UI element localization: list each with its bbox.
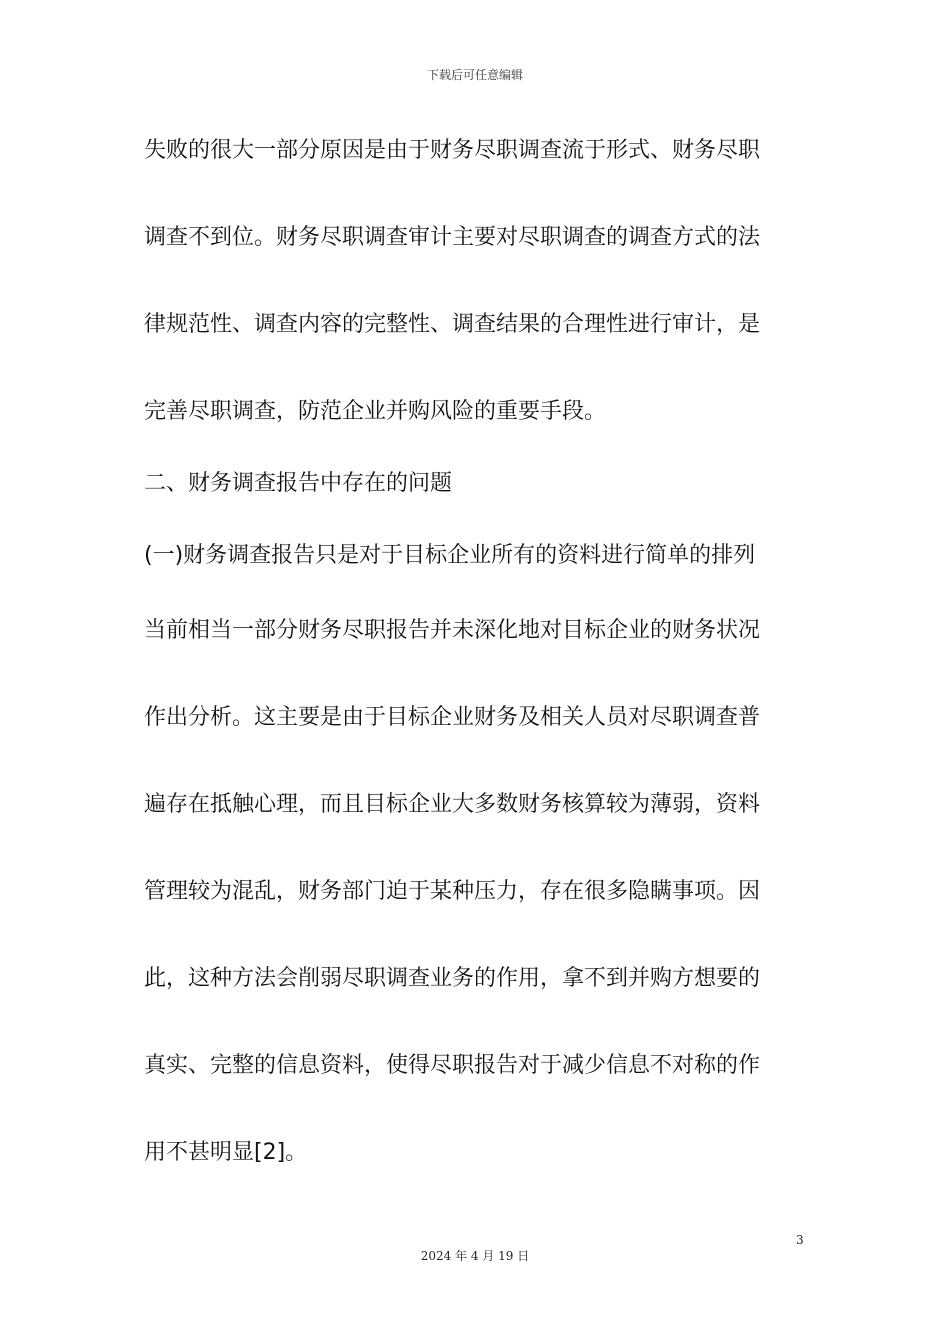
paragraph-line: 失败的很大一部分原因是由于财务尽职调查流于形式、财务尽职 bbox=[144, 138, 761, 163]
paragraph-line: 当前相当一部分财务尽职报告并未深化地对目标企业的财务状况 bbox=[144, 618, 761, 643]
paragraph-line: 作出分析。这主要是由于目标企业财务及相关人员对尽职调查普 bbox=[144, 705, 761, 730]
page-number: 3 bbox=[796, 1233, 804, 1247]
paragraph-line: 完善尽职调查，防范企业并购风险的重要手段。 bbox=[144, 399, 607, 424]
paragraph-line: 管理较为混乱，财务部门迫于某种压力，存在很多隐瞒事项。因 bbox=[144, 879, 761, 904]
section-heading: 二、财务调查报告中存在的问题 bbox=[144, 471, 453, 496]
paragraph-line: 用不甚明显[2]。 bbox=[144, 1140, 308, 1165]
paragraph-line: 调查不到位。财务尽职调查审计主要对尽职调查的调查方式的法 bbox=[144, 225, 761, 250]
paragraph-line: 此，这种方法会削弱尽职调查业务的作用，拿不到并购方想要的 bbox=[144, 966, 761, 991]
paragraph-line: 真实、完整的信息资料，使得尽职报告对于减少信息不对称的作 bbox=[144, 1053, 761, 1078]
paragraph-line: 遍存在抵触心理，而且目标企业大多数财务核算较为薄弱，资料 bbox=[144, 792, 761, 817]
page-header: 下载后可任意编辑 bbox=[426, 68, 523, 82]
subsection-heading: (一)财务调查报告只是对于目标企业所有的资料进行简单的排列 bbox=[144, 543, 756, 568]
paragraph-line: 律规范性、调查内容的完整性、调查结果的合理性进行审计，是 bbox=[144, 312, 761, 337]
footer-date: 2024 年 4 月 19 日 bbox=[420, 1249, 530, 1263]
